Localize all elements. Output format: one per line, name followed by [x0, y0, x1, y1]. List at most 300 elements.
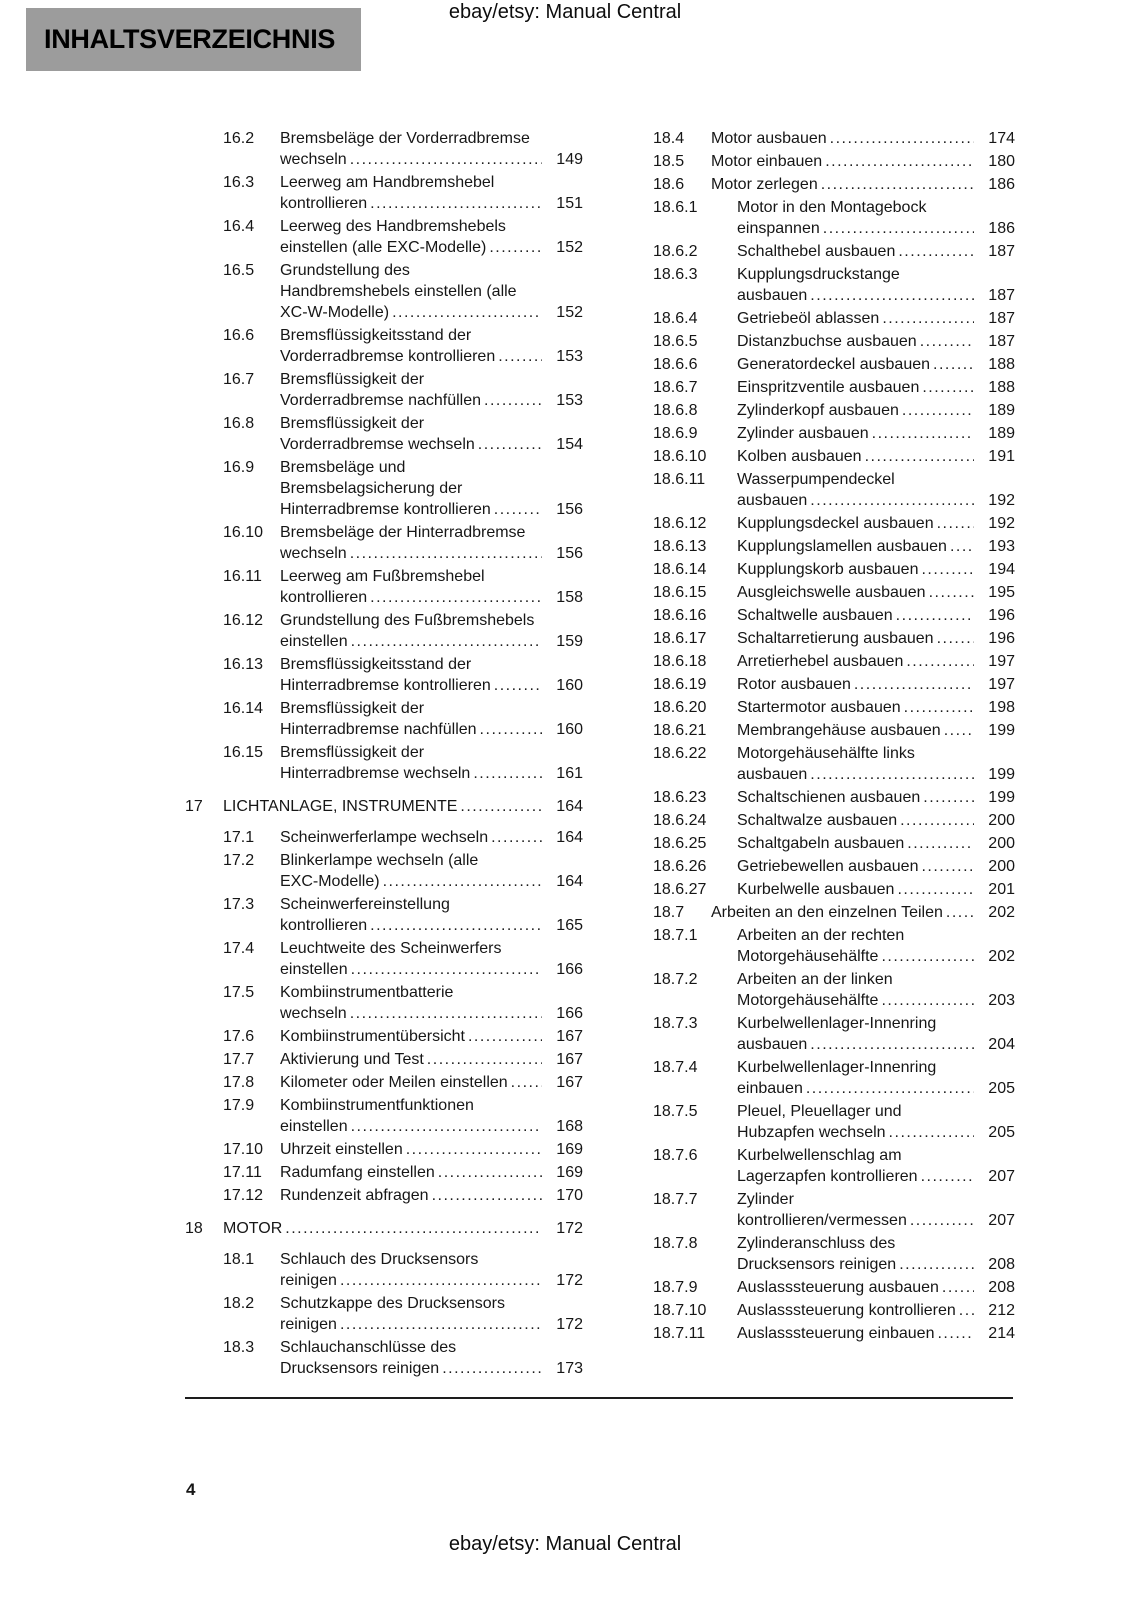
entry-number: 18.6.8 [653, 402, 698, 419]
toc-entry [653, 400, 1015, 421]
entry-title [737, 536, 977, 557]
entry-title-line: Auslasssteuerung kontrollieren [737, 1302, 956, 1319]
entry-title [737, 833, 977, 854]
entry-number: 18.6.15 [653, 584, 707, 601]
toc-entry [653, 174, 1015, 195]
entry-title-line: Kombiinstrumentübersicht [280, 1028, 465, 1045]
toc-entry [653, 582, 1015, 603]
entry-title-line: Kupplungsdruckstange [737, 266, 900, 283]
dot-leader [937, 513, 974, 534]
toc-entry [653, 308, 1015, 329]
toc-entry [653, 1300, 1015, 1321]
dot-leader [494, 675, 542, 696]
toc-entry [653, 469, 1015, 511]
entry-title [737, 969, 977, 1011]
toc-entry [185, 128, 583, 170]
entry-title [280, 1293, 545, 1335]
dot-leader [882, 308, 974, 329]
entry-title [737, 331, 977, 352]
entry-page-number: 172 [556, 1220, 583, 1237]
entry-page-number: 208 [988, 1279, 1015, 1296]
toc-entry [653, 331, 1015, 352]
entry-page-number: 186 [988, 176, 1015, 193]
dot-leader [899, 1254, 974, 1275]
toc-entry [185, 1072, 583, 1093]
dot-leader [392, 302, 542, 323]
entry-title-line: Rundenzeit abfragen [280, 1187, 429, 1204]
entry-title-line: einspannen [737, 220, 820, 237]
dot-leader [830, 128, 974, 149]
entry-title [737, 446, 977, 467]
entry-title-line: Kombiinstrumentfunktionen [280, 1097, 474, 1114]
entry-title [737, 651, 977, 672]
dot-leader [432, 1185, 542, 1206]
entry-page-number: 152 [556, 239, 583, 256]
toc-entry [185, 1337, 583, 1379]
entry-title [280, 1162, 545, 1183]
toc-entry [185, 982, 583, 1024]
bottom-footer-title: ebay/etsy: Manual Central [448, 1533, 682, 1555]
dot-leader [370, 587, 542, 608]
entry-title [737, 787, 977, 808]
toc-entry [185, 827, 583, 848]
entry-title-line: reinigen [280, 1272, 337, 1289]
dot-leader [946, 902, 974, 923]
entry-page-number: 167 [556, 1028, 583, 1045]
entry-page-number: 149 [556, 151, 583, 168]
entry-number: 18.2 [223, 1295, 255, 1312]
toc-entry [653, 197, 1015, 239]
toc-column-right [653, 128, 1015, 1381]
toc-entry [653, 423, 1015, 444]
entry-number: 18.6.25 [653, 835, 707, 852]
entry-page-number: 212 [988, 1302, 1015, 1319]
toc-entry [653, 354, 1015, 375]
entry-title-line: Blinkerlampe wechseln (alle [280, 852, 479, 869]
entry-title [711, 902, 977, 923]
entry-number: 18.6.16 [653, 607, 707, 624]
entry-title-line: Kurbelwellenlager-Innenring [737, 1015, 937, 1032]
toc-entry [653, 446, 1015, 467]
page-heading-box [26, 8, 361, 71]
entry-title [737, 423, 977, 444]
toc-entry [185, 216, 583, 258]
entry-title [223, 1218, 545, 1239]
entry-number: 17.12 [223, 1187, 264, 1204]
entry-page-number: 160 [556, 677, 583, 694]
dot-leader [922, 377, 974, 398]
entry-title-line: Bremsbeläge der Hinterradbremse [280, 524, 526, 541]
entry-page-number: 207 [988, 1212, 1015, 1229]
toc-entry [185, 938, 583, 980]
toc-entry [185, 457, 583, 520]
entry-number: 16.7 [223, 371, 255, 388]
entry-number: 18.6.17 [653, 630, 707, 647]
toc-entry [185, 325, 583, 367]
dot-leader [370, 193, 542, 214]
entry-number: 18.6.21 [653, 722, 707, 739]
entry-number: 16.8 [223, 415, 255, 432]
entry-number: 18.6.4 [653, 310, 698, 327]
entry-page-number: 200 [988, 812, 1015, 829]
entry-page-number: 169 [556, 1164, 583, 1181]
entry-number: 18.6.12 [653, 515, 707, 532]
dot-leader [351, 1116, 542, 1137]
entry-title-line: Arretierhebel ausbauen [737, 653, 904, 670]
entry-title [280, 654, 545, 696]
toc-entry [653, 513, 1015, 534]
dot-leader [340, 1270, 542, 1291]
dot-leader [881, 946, 974, 967]
toc-column-left [185, 128, 583, 1381]
entry-title-line: Schutzkappe des Drucksensors [280, 1295, 505, 1312]
entry-title [737, 674, 977, 695]
entry-page-number: 201 [988, 881, 1015, 898]
entry-number: 16.6 [223, 327, 255, 344]
entry-title-line: Kupplungslamellen ausbauen [737, 538, 947, 555]
entry-page-number: 192 [988, 492, 1015, 509]
entry-page-number: 200 [988, 835, 1015, 852]
dot-leader [478, 434, 542, 455]
dot-leader [468, 1026, 542, 1047]
entry-title [737, 1013, 977, 1055]
toc-entry [653, 743, 1015, 785]
entry-title-line: Kupplungsdeckel ausbauen [737, 515, 934, 532]
entry-number: 17.6 [223, 1028, 255, 1045]
entry-title-line: ausbauen [737, 492, 808, 509]
dot-leader [340, 1314, 542, 1335]
entry-page-number: 161 [556, 765, 583, 782]
entry-page-number: 174 [988, 130, 1015, 147]
entry-title [737, 1233, 977, 1275]
dot-leader [881, 990, 974, 1011]
dot-leader [427, 1049, 542, 1070]
entry-title-line: einbauen [737, 1080, 803, 1097]
toc-entry [653, 1189, 1015, 1231]
entry-number: 16.9 [223, 459, 255, 476]
entry-title-line: Schlauch des Drucksensors [280, 1251, 479, 1268]
entry-page-number: 159 [556, 633, 583, 650]
entry-page-number: 154 [556, 436, 583, 453]
toc-entry [653, 1013, 1015, 1055]
entry-title-line: reinigen [280, 1316, 337, 1333]
entry-title-line: Hinterradbremse nachfüllen [280, 721, 477, 738]
entry-number: 16.4 [223, 218, 255, 235]
entry-title [737, 513, 977, 534]
dot-leader [494, 499, 542, 520]
entry-title [280, 698, 545, 740]
entry-title [280, 522, 545, 564]
entry-title-line: Scheinwerfereinstellung [280, 896, 450, 913]
entry-page-number: 152 [556, 304, 583, 321]
dot-leader [898, 241, 974, 262]
entry-number: 18.7.11 [653, 1325, 706, 1342]
entry-page-number: 187 [988, 333, 1015, 350]
entry-number: 18.6.20 [653, 699, 707, 716]
entry-title-line: Startermotor ausbauen [737, 699, 901, 716]
toc-entry [185, 1026, 583, 1047]
dot-leader [950, 536, 974, 557]
entry-page-number: 173 [556, 1360, 583, 1377]
entry-title [737, 1057, 977, 1099]
entry-title [737, 377, 977, 398]
entry-title [737, 925, 977, 967]
toc-entry [653, 833, 1015, 854]
entry-title-line: Hinterradbremse kontrollieren [280, 677, 491, 694]
entry-title-line: Schaltschienen ausbauen [737, 789, 921, 806]
entry-number: 18.6.11 [653, 471, 706, 488]
entry-number: 18.7.1 [653, 927, 698, 944]
entry-title [223, 796, 545, 817]
dot-leader [810, 1034, 974, 1055]
entry-number: 17.7 [223, 1051, 255, 1068]
entry-number: 17.8 [223, 1074, 255, 1091]
entry-title-line: Pleuel, Pleuellager und [737, 1103, 902, 1120]
entry-title [737, 400, 977, 421]
dot-leader [350, 149, 542, 170]
entry-title [280, 128, 545, 170]
entry-title [737, 1300, 977, 1321]
entry-number: 18.7.4 [653, 1059, 698, 1076]
entry-title-line: Generatordeckel ausbauen [737, 356, 931, 373]
entry-number: 17.4 [223, 940, 255, 957]
toc-entry [653, 810, 1015, 831]
dot-leader [896, 605, 974, 626]
dot-leader [810, 490, 974, 511]
entry-number: 17.1 [223, 829, 255, 846]
entry-title [280, 610, 545, 652]
entry-title-line: kontrollieren/vermessen [737, 1212, 907, 1229]
entry-page-number: 172 [556, 1316, 583, 1333]
entry-number: 18.6.3 [653, 266, 698, 283]
entry-number: 18.7.7 [653, 1191, 698, 1208]
entry-title-line: Motor zerlegen [711, 176, 818, 193]
entry-title-line: Motorgehäusehälfte [737, 992, 879, 1009]
entry-title-line: einstellen (alle EXC-Modelle) [280, 239, 487, 256]
dot-leader [351, 631, 542, 652]
entry-title [737, 1145, 977, 1187]
toc-entry [185, 610, 583, 652]
dot-leader [498, 346, 542, 367]
dot-leader [937, 1323, 974, 1344]
toc-entry [653, 969, 1015, 1011]
entry-title-line: Motorgehäusehälfte links [737, 745, 915, 762]
dot-leader [511, 1072, 542, 1093]
toc-entry [653, 377, 1015, 398]
entry-title [737, 1189, 977, 1231]
dot-leader [370, 915, 542, 936]
toc-entry [185, 1139, 583, 1160]
dot-leader [473, 763, 542, 784]
toc-entry [653, 1101, 1015, 1143]
entry-page-number: 204 [988, 1036, 1015, 1053]
entry-page-number: 205 [988, 1080, 1015, 1097]
entry-title-line: Leuchtweite des Scheinwerfers [280, 940, 502, 957]
entry-title [737, 810, 977, 831]
entry-page-number: 189 [988, 402, 1015, 419]
entry-number: 18 [185, 1220, 203, 1237]
toc-entry [653, 856, 1015, 877]
top-header-title: ebay/etsy: Manual Central [448, 1, 682, 23]
entry-title-line: EXC-Modelle) [280, 873, 380, 890]
entry-page-number: 199 [988, 766, 1015, 783]
dot-leader [823, 218, 974, 239]
entry-title-line: Auslasssteuerung einbauen [737, 1325, 935, 1342]
toc-entry [653, 651, 1015, 672]
dot-leader [902, 400, 974, 421]
entry-number: 16.5 [223, 262, 255, 279]
entry-title-line: Membrangehäuse ausbauen [737, 722, 941, 739]
dot-leader [491, 827, 542, 848]
entry-title-line: Vorderradbremse wechseln [280, 436, 475, 453]
dot-leader [921, 1166, 974, 1187]
entry-page-number: 191 [988, 448, 1015, 465]
entry-title [737, 605, 977, 626]
entry-page-number: 187 [988, 310, 1015, 327]
toc-entry [653, 697, 1015, 718]
entry-title [280, 216, 545, 258]
entry-page-number: 156 [556, 545, 583, 562]
entry-number: 18.5 [653, 153, 685, 170]
entry-title-line: Bremsflüssigkeit der [280, 744, 425, 761]
entry-title-line: Kurbelwelle ausbauen [737, 881, 895, 898]
entry-page-number: 196 [988, 607, 1015, 624]
entry-title-line: Scheinwerferlampe wechseln [280, 829, 489, 846]
entry-title-line: LICHTANLAGE, INSTRUMENTE [223, 798, 458, 815]
toc-entry [185, 1185, 583, 1206]
entry-title-line: Schlauchanschlüsse des [280, 1339, 457, 1356]
toc-entry [185, 850, 583, 892]
entry-title [737, 264, 977, 306]
entry-title [737, 469, 977, 511]
entry-number: 18.1 [223, 1251, 255, 1268]
entry-number: 18.7.9 [653, 1279, 698, 1296]
entry-title-line: einstellen [280, 961, 348, 978]
entry-page-number: 187 [988, 243, 1015, 260]
entry-title [737, 308, 977, 329]
dot-leader [821, 174, 974, 195]
entry-title [711, 151, 977, 172]
entry-page-number: 192 [988, 515, 1015, 532]
entry-page-number: 202 [988, 948, 1015, 965]
entry-title [280, 982, 545, 1024]
entry-number: 17.9 [223, 1097, 255, 1114]
entry-title [737, 197, 977, 239]
entry-title-line: Getriebewellen ausbauen [737, 858, 919, 875]
toc-entry [185, 1095, 583, 1137]
entry-page-number: 186 [988, 220, 1015, 237]
entry-number: 18.6.24 [653, 812, 707, 829]
entry-title [280, 1026, 545, 1047]
entry-title-line: kontrollieren [280, 589, 368, 606]
entry-title-line: Motor in den Montagebock [737, 199, 927, 216]
entry-title [737, 720, 977, 741]
entry-title [737, 1323, 977, 1344]
dot-leader [489, 237, 542, 258]
entry-title [280, 894, 545, 936]
entry-page-number: 165 [556, 917, 583, 934]
toc-entry [185, 522, 583, 564]
entry-page-number: 197 [988, 653, 1015, 670]
entry-title [280, 566, 545, 608]
toc-entry [185, 742, 583, 784]
dot-leader [944, 720, 974, 741]
entry-number: 18.6.26 [653, 858, 707, 875]
entry-title [280, 1095, 545, 1137]
entry-title-line: Auslasssteuerung ausbauen [737, 1279, 939, 1296]
dot-leader [351, 959, 542, 980]
entry-title-line: Drucksensors reinigen [280, 1360, 440, 1377]
entry-title [280, 260, 545, 323]
entry-number: 18.6.6 [653, 356, 698, 373]
dot-leader [285, 1218, 542, 1239]
entry-page-number: 199 [988, 789, 1015, 806]
entry-page-number: 202 [988, 904, 1015, 921]
entry-title-line: Bremsflüssigkeit der [280, 415, 425, 432]
entry-page-number: 166 [556, 961, 583, 978]
dot-leader [484, 390, 542, 411]
entry-page-number: 193 [988, 538, 1015, 555]
entry-title-line: Lagerzapfen kontrollieren [737, 1168, 918, 1185]
toc-entry [653, 1233, 1015, 1275]
entry-title [280, 938, 545, 980]
entry-title [737, 559, 977, 580]
dot-leader [872, 423, 974, 444]
entry-title [711, 128, 977, 149]
entry-number: 16.13 [223, 656, 264, 673]
entry-title [737, 582, 977, 603]
toc-entry [185, 260, 583, 323]
toc-entry [653, 1057, 1015, 1099]
entry-title-line: Zylinderkopf ausbauen [737, 402, 899, 419]
entry-page-number: 189 [988, 425, 1015, 442]
toc-entry [653, 1323, 1015, 1344]
entry-title-line: Kurbelwellenschlag am [737, 1147, 902, 1164]
entry-title-line: Grundstellung des [280, 262, 410, 279]
entry-title-line: Getriebeöl ablassen [737, 310, 880, 327]
toc-entry [653, 264, 1015, 306]
entry-title-line: Motorgehäusehälfte [737, 948, 879, 965]
entry-title-line: Zylinder [737, 1191, 794, 1208]
entry-number: 18.7.5 [653, 1103, 698, 1120]
toc-entry [185, 172, 583, 214]
dot-leader [442, 1358, 542, 1379]
entry-title-line: Radumfang einstellen [280, 1164, 435, 1181]
dot-leader [937, 628, 974, 649]
entry-page-number: 198 [988, 699, 1015, 716]
toc-entry [653, 1277, 1015, 1298]
entry-number: 17.5 [223, 984, 255, 1001]
dot-leader [810, 285, 974, 306]
entry-title-line: ausbauen [737, 287, 808, 304]
toc-entry [653, 925, 1015, 967]
toc-entry [185, 796, 583, 817]
entry-title-line: Ausgleichswelle ausbauen [737, 584, 926, 601]
entry-number: 18.6.9 [653, 425, 698, 442]
entry-number: 18.6.18 [653, 653, 707, 670]
entry-title-line: Schaltwalze ausbauen [737, 812, 898, 829]
entry-number: 18.6.1 [653, 199, 698, 216]
entry-title-line: Drucksensors reinigen [737, 1256, 897, 1273]
entry-title-line: wechseln [280, 545, 347, 562]
entry-title-line: Kilometer oder Meilen einstellen [280, 1074, 508, 1091]
entry-number: 18.6.27 [653, 881, 707, 898]
entry-title-line: Arbeiten an den einzelnen Teilen [711, 904, 943, 921]
entry-number: 16.11 [223, 568, 262, 585]
dot-leader [906, 651, 974, 672]
entry-title-line: Schaltgabeln ausbauen [737, 835, 905, 852]
entry-title [280, 850, 545, 892]
